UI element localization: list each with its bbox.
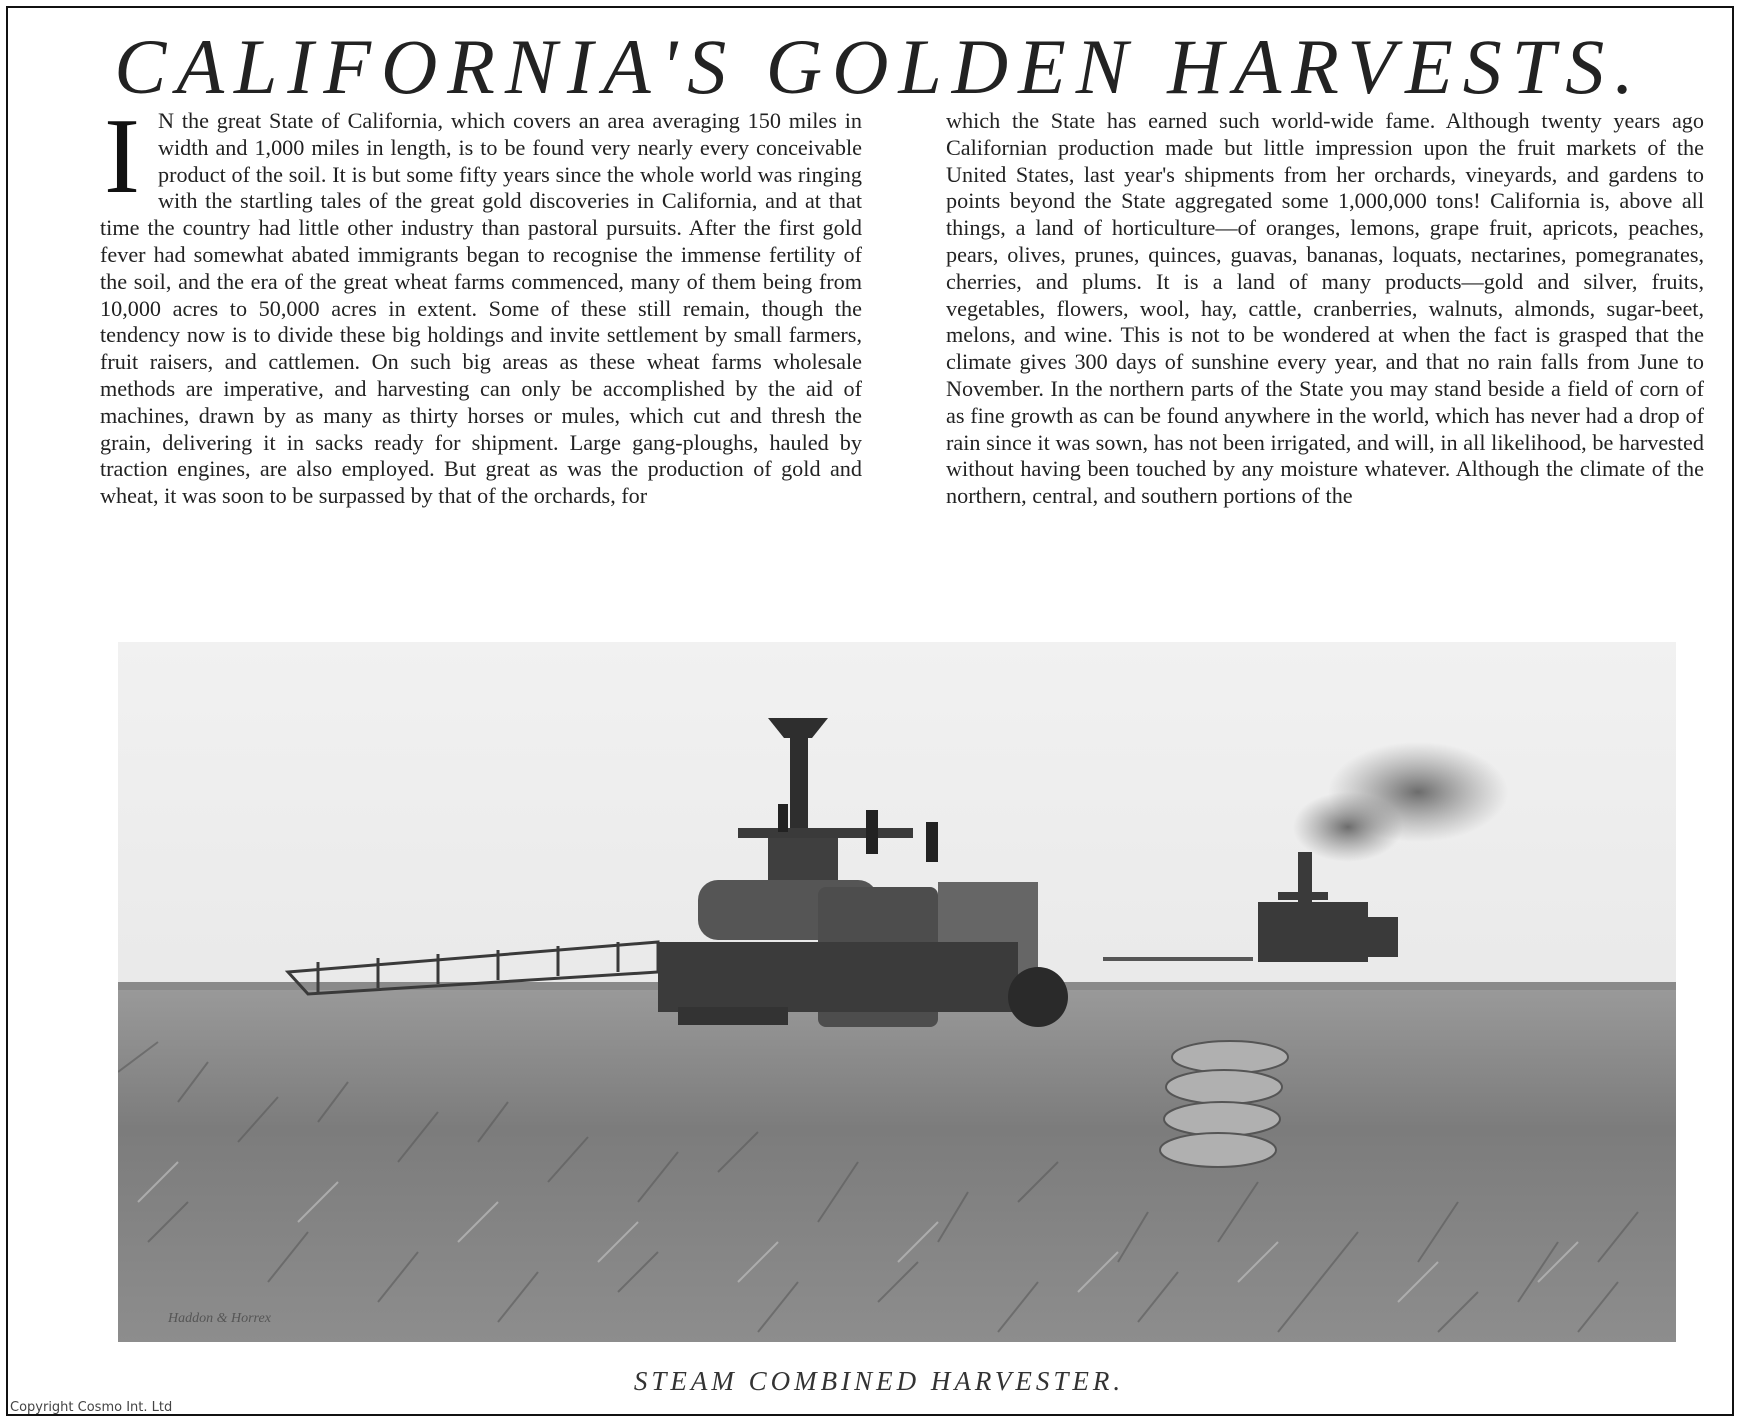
article-column-right bbox=[946, 108, 1704, 618]
article-title: CALIFORNIA'S GOLDEN HARVESTS. bbox=[114, 23, 1644, 110]
harvester-photo-illustration bbox=[118, 642, 1676, 1342]
photo-caption: STEAM COMBINED HARVESTER. bbox=[633, 1366, 1125, 1396]
magazine-page bbox=[6, 6, 1734, 1416]
article-column-left bbox=[100, 108, 862, 618]
harvester-photograph bbox=[118, 642, 1676, 1342]
right-column-text: which the State has earned such world-wide fame. Although twenty years ago Californian production made but little impression upon the fruit markets of the United States, last year's shipments from her orchards, vineyards, and gardens to points beyond the State aggregated some 1,000,000 tons! California is, above all things, a land of horticulture—of oranges, lemons, grape fruit, apricots, peaches, pears, olives, prunes, quinces, guavas, bananas, loquats, nectarines, pomegranates, cherries, and plums. It is a land of many products—gold and silver, fruits, vegetables, flowers, wool, hay, cattle, cranberries, walnuts, almonds, sugar-beet, melons, and wine. This is not to be wondered at when the fact is grasped that the climate gives 300 days of sunshine every year, and that no rain falls from June to November. In the northern parts of the State you may stand beside a field of corn of as fine growth as can be found anywhere in the world, which has never had a drop of rain since it was sown, has not been irrigated, and will, in all likelihood, be harvested without having been touched by any moisture whatever. Although the climate of the northern, central, and southern portions of the bbox=[946, 108, 1704, 509]
drop-cap: I bbox=[104, 108, 140, 216]
engraver-signature: Haddon & Horrex bbox=[168, 1311, 271, 1326]
left-column-text: N the great State of California, which covers an area averaging 150 miles in width and 1,000 miles in length, is to be found very nearly every conceivable product of the soil. It is but some fifty years since the whole world was ringing with the startling tales of the great gold discoveries in California, and at that time the country had little other industry than pastoral pursuits. After the first gold fever had somewhat abated immigrants began to recognise the immense fertility of the soil, and the era of the great wheat farms commenced, many of them being from 10,000 acres to 50,000 acres in extent. Some of these still remain, though the tendency now is to divide these big holdings and invite settlement by small farmers, fruit raisers, and cattlemen. On such big areas as these wheat farms wholesale methods are imperative, and harvesting can only be accomplished by the aid of machines, drawn by as many as thirty horses or mules, which cut and thresh the grain, delivering it in sacks ready for shipment. Large gang-ploughs, hauled by traction engines, are also employed. But great as was the production of gold and wheat, it was soon to be surpassed by that of the orchards, for bbox=[100, 108, 862, 509]
copyright-notice: Copyright Cosmo Int. Ltd bbox=[10, 1400, 173, 1415]
